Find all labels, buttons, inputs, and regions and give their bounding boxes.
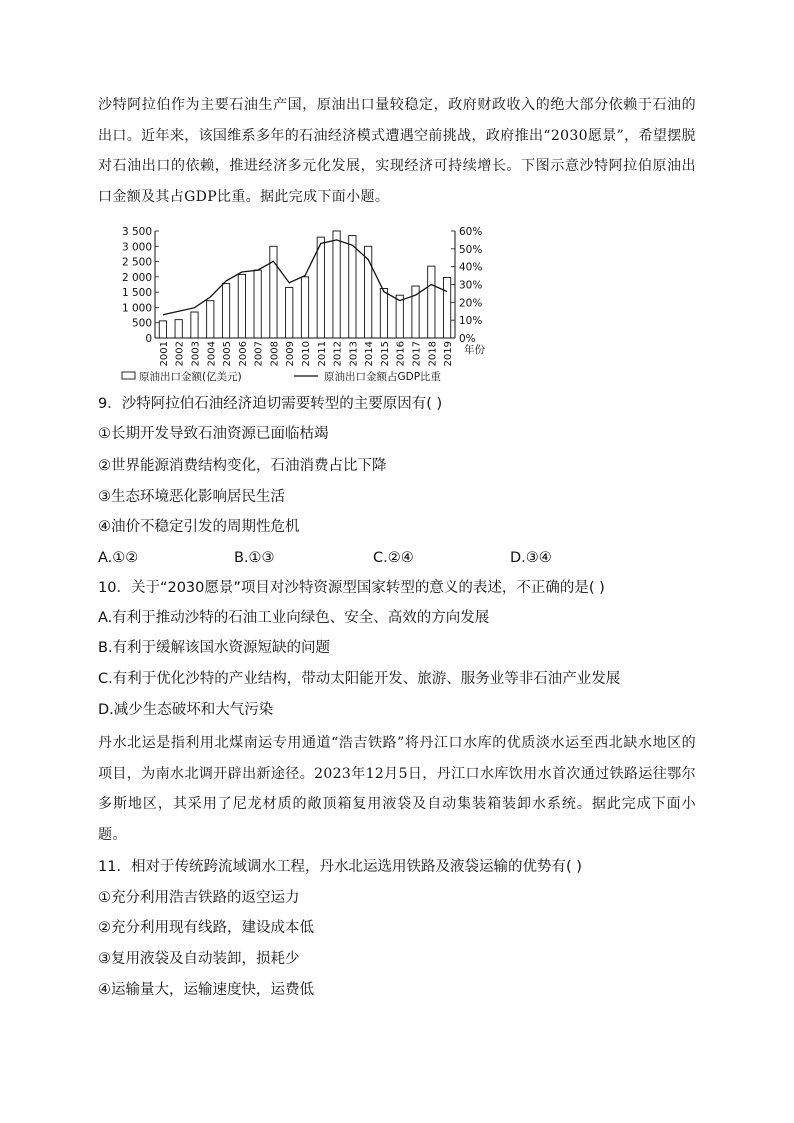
left-tick-label: 500 <box>131 317 152 330</box>
right-tick-label: 40% <box>459 261 483 274</box>
right-tick-label: 30% <box>459 279 483 292</box>
q10-choice-d[interactable]: D.减少生态破坏和大气污染 <box>98 702 274 718</box>
bar-export-2004 <box>207 301 214 338</box>
x-tick-label: 2013 <box>348 341 360 367</box>
x-tick-label: 2003 <box>190 341 202 367</box>
x-tick-label: 2014 <box>364 341 376 367</box>
right-tick-label: 60% <box>459 226 483 238</box>
bar-export-2001 <box>159 321 166 338</box>
q11-stem: 11．相对于传统跨流域调水工程，丹水北运选用铁路及液袋运输的优势有( ) <box>98 859 582 875</box>
x-tick-label: 2010 <box>301 341 312 367</box>
left-tick-label: 1 000 <box>121 302 152 315</box>
right-tick-label: 0% <box>459 333 476 345</box>
left-tick-label: 0 <box>145 333 152 345</box>
q9-item-2: ②世界能源消费结构变化，石油消费占比下降 <box>98 458 387 474</box>
bar-export-2019 <box>443 277 450 338</box>
q10-stem: 10．关于“2030愿景”项目对沙特资源型国家转型的意义的表述，不正确的是( ) <box>98 580 605 596</box>
q9-item-1: ①长期开发导致石油资源已面临枯竭 <box>98 426 329 442</box>
legend-bar-swatch <box>122 372 135 379</box>
x-tick-label: 2006 <box>237 341 249 367</box>
q11-item-3: ③复用液袋及自动装卸，损耗少 <box>98 951 300 967</box>
q9-choice-d[interactable]: D.③④ <box>510 550 552 566</box>
q10-choice-a[interactable]: A.有利于推动沙特的石油工业向绿色、安全、高效的方向发展 <box>98 610 490 626</box>
q11-item-2: ②充分利用现有线路，建设成本低 <box>98 920 314 936</box>
q9-choice-a[interactable]: A.①② <box>98 550 139 566</box>
x-tick-label: 2001 <box>158 341 170 367</box>
x-tick-label: 2002 <box>174 341 186 367</box>
x-tick-label: 2011 <box>316 341 328 367</box>
x-tick-label: 2005 <box>222 341 234 367</box>
x-axis-label: 年份 <box>464 344 485 356</box>
oil-export-chart <box>98 224 498 384</box>
x-tick-label: 2018 <box>427 341 439 367</box>
left-tick-label: 1 500 <box>121 287 152 300</box>
bar-export-2015 <box>380 288 387 338</box>
right-tick-label: 50% <box>459 243 483 256</box>
q10-choice-b[interactable]: B.有利于缓解该国水资源短缺的问题 <box>98 640 331 656</box>
passage-danshui: 丹水北运是指利用北煤南运专用通道“浩吉铁路”将丹江口水库的优质淡水运至西北缺水地区的项目，为南水北调开辟出新途径。2023年12月5日，丹江口水库饮用水首次通过铁路运往鄂尔多斯地区，其采用了尼龙材质的敞顶箱复用液袋及自动集装箱装卸水系统。据此完成下面小题。 <box>98 735 696 843</box>
bar-export-2011 <box>317 237 324 338</box>
q9-item-4: ④油价不稳定引发的周期性危机 <box>98 519 300 535</box>
left-tick-label: 3 500 <box>121 226 152 238</box>
bar-export-2016 <box>396 295 403 338</box>
left-tick-label: 2 000 <box>121 271 152 284</box>
x-tick-label: 2017 <box>411 341 423 367</box>
q9-choice-b[interactable]: B.①③ <box>234 550 275 566</box>
x-tick-label: 2008 <box>269 341 281 367</box>
bar-export-2005 <box>222 284 229 338</box>
legend-line-label: 原油出口金额占GDP比重 <box>324 371 442 383</box>
x-tick-label: 2007 <box>253 341 265 367</box>
right-tick-label: 10% <box>459 315 483 328</box>
left-tick-label: 3 000 <box>121 241 152 254</box>
bar-export-2010 <box>301 277 308 338</box>
q11-item-4: ④运输量大，运输速度快，运费低 <box>98 982 314 998</box>
passage-saudi-oil: 沙特阿拉伯作为主要石油生产国，原油出口量较稳定，政府财政收入的绝大部分依赖于石油的出口。近年来，该国维系多年的石油经济模式遭遇空前挑战，政府推出“2030愿景”，希望摆脱对石油出口的依赖，推进经济多元化发展，实现经济可持续增长。下图示意沙特阿拉伯原油出口金额及其占GDP比重。据此完成下面小题。 <box>98 97 696 205</box>
x-tick-label: 2012 <box>332 341 344 367</box>
left-tick-label: 2 500 <box>121 256 152 269</box>
right-tick-label: 20% <box>459 297 483 310</box>
x-tick-label: 2019 <box>443 341 455 367</box>
x-tick-label: 2004 <box>206 341 218 367</box>
bar-export-2018 <box>428 266 435 338</box>
bar-export-2008 <box>270 246 277 338</box>
x-tick-label: 2015 <box>379 341 391 367</box>
legend-bar-label: 原油出口金额(亿美元) <box>139 371 242 383</box>
x-tick-label: 2016 <box>395 341 407 367</box>
q10-choice-c[interactable]: C.有利于优化沙特的产业结构，带动太阳能开发、旅游、服务业等非石油产业发展 <box>98 671 621 687</box>
bar-export-2009 <box>286 288 293 338</box>
q9-stem: 9．沙特阿拉伯石油经济迫切需要转型的主要原因有( ) <box>98 396 443 412</box>
bar-export-2012 <box>333 231 340 338</box>
x-tick-label: 2009 <box>285 341 297 367</box>
bar-export-2007 <box>254 270 261 338</box>
q9-item-3: ③生态环境恶化影响居民生活 <box>98 489 285 505</box>
bar-export-2013 <box>349 236 356 338</box>
bar-export-2003 <box>191 312 198 338</box>
bar-export-2006 <box>238 274 245 338</box>
bar-export-2002 <box>175 320 182 338</box>
q9-choice-c[interactable]: C.②④ <box>373 550 414 566</box>
q11-item-1: ①充分利用浩吉铁路的返空运力 <box>98 890 300 906</box>
